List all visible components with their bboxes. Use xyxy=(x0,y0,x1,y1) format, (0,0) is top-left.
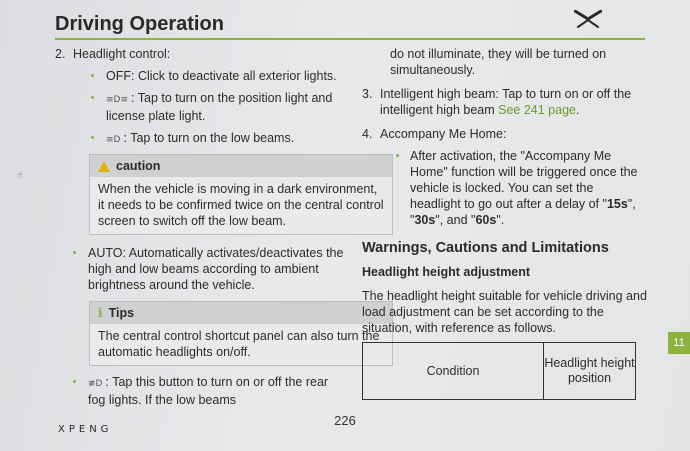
delay-15s: 15s xyxy=(606,197,628,211)
delay-60s: 60s xyxy=(475,213,497,227)
bullet-text: AUTO: Automatically activates/deactivates the high and low beams according to ambient brightness around the vehicle. xyxy=(88,246,344,292)
page-title: Driving Operation xyxy=(55,13,224,35)
bullet-position-light xyxy=(73,90,345,124)
bullet-text: After activation, the "Accompany Me Home" function will be triggered once the vehicle is locked. You can set the headlight to go out after a delay of " xyxy=(410,149,638,211)
rear-fog-light-icon: ≢D xyxy=(88,379,103,389)
continued-text: do not illuminate, they will be turned on simultaneously. xyxy=(390,47,607,77)
bullet-text: : Tap to turn on the low beams. xyxy=(123,131,295,145)
item-title: Headlight control: xyxy=(73,47,171,61)
sep: ", " xyxy=(410,197,636,227)
list-item-intelligent-high-beam xyxy=(362,86,647,118)
bullet-text: : Tap this button to turn on or off the rear fog lights. If the low beams xyxy=(88,375,329,407)
caution-body: When the vehicle is moving in a dark environment, it needs to be confirmed twice on the central control screen to switch off the low beam. xyxy=(98,182,384,228)
page-link[interactable]: See 241 page xyxy=(498,103,576,117)
sub-heading: Headlight height adjustment xyxy=(362,265,531,279)
bullet-dot xyxy=(91,136,94,139)
item-title: Accompany Me Home: xyxy=(380,127,507,141)
bullet-low-beam xyxy=(73,130,345,148)
bullet-dot xyxy=(73,251,76,254)
left-column xyxy=(55,46,384,408)
item-text: Intelligent high beam: Tap to turn on or off the intelligent high beam xyxy=(380,87,632,117)
item-number: 2. xyxy=(55,47,66,61)
bullet-text: : Tap to turn on the position light and license plate light. xyxy=(106,91,333,123)
item-number: 4. xyxy=(362,127,373,141)
tips-box xyxy=(89,301,393,366)
bullet-fog-light xyxy=(55,374,345,408)
table-header-headlight-height: Headlight height position xyxy=(544,343,636,400)
condition-table xyxy=(362,342,636,400)
bullet-auto xyxy=(55,245,345,293)
header-divider xyxy=(55,38,645,40)
bullet-text: OFF: Click to deactivate all exterior lights. xyxy=(106,69,337,83)
tips-title: Tips xyxy=(108,306,135,320)
warning-icon xyxy=(98,161,110,172)
paragraph: The headlight height suitable for vehicle driving and load adjustment can be set according to the situation, with reference as follows. xyxy=(362,289,647,335)
sep: ". xyxy=(496,213,505,227)
low-beam-icon: ≡D xyxy=(106,135,121,145)
tips-body: The central control shortcut panel can also turn the automatic headlights on/off. xyxy=(98,329,380,359)
page-number: 226 xyxy=(334,413,356,428)
caution-box xyxy=(89,154,393,235)
sep: ", and " xyxy=(435,213,476,227)
bullet-dot xyxy=(91,74,94,77)
hand-cursor-icon: ☝ xyxy=(17,171,23,181)
section-heading: Warnings, Cautions and Limitations xyxy=(362,240,609,256)
tips-header xyxy=(90,302,392,324)
right-column xyxy=(362,46,647,400)
list-item-headlight-control xyxy=(55,46,345,148)
delay-30s: 30s xyxy=(414,213,436,227)
info-icon: i xyxy=(98,306,103,320)
bullet-accompany xyxy=(380,148,647,228)
caution-title: caution xyxy=(116,159,161,173)
chapter-tab[interactable]: 11 xyxy=(668,332,690,354)
bullet-dot xyxy=(396,154,399,157)
caution-header xyxy=(90,155,392,177)
position-light-icon: ≡D≡ xyxy=(106,95,129,105)
item-number: 3. xyxy=(362,87,373,101)
xpeng-logo-icon xyxy=(574,10,602,28)
bullet-off xyxy=(73,68,345,84)
bullet-dot xyxy=(91,96,94,99)
bullet-dot xyxy=(73,380,76,383)
table-row xyxy=(363,343,636,400)
list-item-accompany-me-home xyxy=(362,126,647,228)
table-header-condition: Condition xyxy=(363,343,544,400)
footer-brand-logo: XPENG xyxy=(58,424,113,435)
item-text-end: . xyxy=(576,103,580,117)
